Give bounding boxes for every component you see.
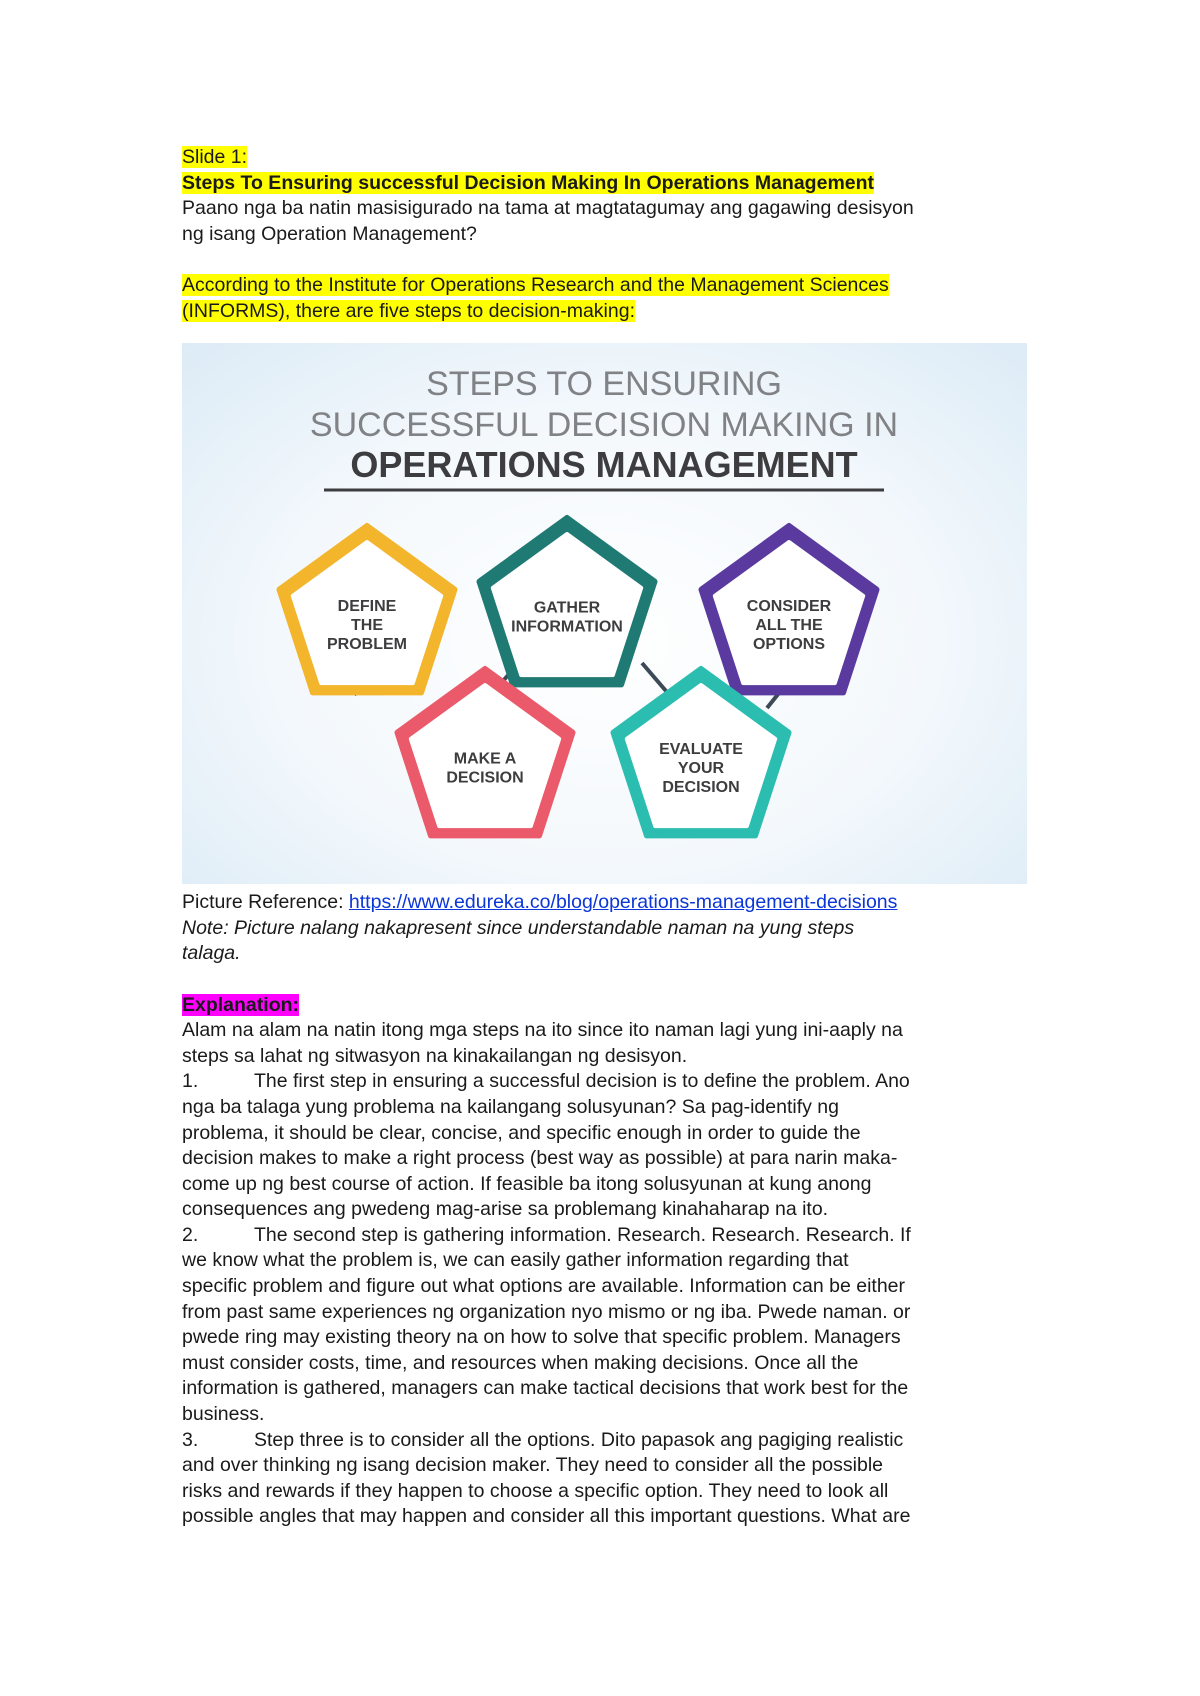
- list-item-number: 1.: [182, 1070, 199, 1093]
- intro-line: ng isang Operation Management?: [182, 222, 477, 245]
- list-item-line: possible angles that may happen and consider all this important questions. What are: [182, 1505, 911, 1528]
- figure-heading-line3: OPERATIONS MANAGEMENT: [350, 444, 858, 486]
- list-item-text: Step three is to consider all the options. Dito papasok ang pagiging realistic: [254, 1428, 904, 1451]
- list-item-line: business.: [182, 1403, 265, 1426]
- step-label: GATHER: [533, 599, 601, 617]
- list-item-line: from past same experiences ng organization nyo mismo or ng iba. Pwede naman. or: [182, 1300, 911, 1323]
- step-pentagon: [480, 518, 655, 684]
- step-label: THE: [351, 617, 383, 635]
- step-label: YOUR: [677, 760, 725, 778]
- picture-reference: Picture Reference: https://www.edureka.co/blog/operations-management-decisions: [182, 891, 898, 914]
- step-label: MAKE A: [453, 750, 517, 768]
- list-item-number: 3.: [182, 1428, 199, 1451]
- step-pentagon: [702, 526, 877, 692]
- figure-heading-line1: STEPS TO ENSURING: [426, 365, 782, 404]
- step-label: EVALUATE: [659, 741, 743, 759]
- intro-line: Paano nga ba natin masisigurado na tama at magtatagumay ang gagawing desisyon: [182, 197, 914, 220]
- step-label: DECISION: [446, 769, 524, 787]
- list-item-text: The first step in ensuring a successful decision is to define the problem. Ano: [254, 1070, 910, 1093]
- picture-reference-link[interactable]: https://www.edureka.co/blog/operations-management-decisions: [348, 891, 898, 914]
- list-item-first-line: [182, 1428, 1032, 1454]
- step-label: PROBLEM: [327, 636, 407, 654]
- step-pentagon: [280, 526, 455, 692]
- list-item-text: The second step is gathering information. Research. Research. Research. If: [254, 1223, 911, 1246]
- list-item-line: consequences ang pwedeng mag-arise sa problemang kinahaharap na ito.: [182, 1198, 829, 1221]
- list-item-number: 2.: [182, 1223, 199, 1246]
- step-label: INFORMATION: [511, 618, 623, 636]
- steps-infographic: [182, 343, 1027, 884]
- slide-label: Slide 1:: [182, 146, 248, 168]
- list-item-line: information is gathered, managers can make tactical decisions that work best for the: [182, 1377, 909, 1400]
- note-line: talaga.: [182, 942, 241, 965]
- step-label: ALL THE: [755, 617, 823, 635]
- spacer: [182, 247, 1032, 273]
- explanation-line: Alam na alam na natin itong mga steps na ito since ito naman lagi yung ini-aaply na: [182, 1019, 903, 1042]
- list-item-first-line: [182, 1223, 1032, 1249]
- numbered-list: [182, 1069, 1032, 1530]
- step-pentagon: [398, 669, 573, 835]
- list-item-line: nga ba talaga yung problema na kailangang solusyunan? Sa pag-identify ng: [182, 1095, 839, 1118]
- list-item-line: specific problem and figure out what options are available. Information can be either: [182, 1275, 906, 1298]
- explanation-heading: Explanation:: [182, 993, 300, 1016]
- step-pentagons: [280, 518, 877, 835]
- list-item-line: must consider costs, time, and resources when making decisions. Once all the: [182, 1351, 859, 1374]
- figure-heading-line2: SUCCESSFUL DECISION MAKING IN: [309, 406, 899, 445]
- document-title: Steps To Ensuring successful Decision Making In Operations Management: [182, 171, 875, 194]
- list-item-line: pwede ring may existing theory na on how to solve that specific problem. Managers: [182, 1326, 901, 1349]
- list-item-line: come up ng best course of action. If feasible ba itong solusyunan at kung anong: [182, 1172, 872, 1195]
- informs-line: According to the Institute for Operations Research and the Management Sciences: [182, 273, 889, 296]
- informs-line: (INFORMS), there are five steps to decision-making:: [182, 299, 635, 322]
- note-line: Note: Picture nalang nakapresent since understandable naman na yung steps: [182, 916, 855, 939]
- document-content: [182, 145, 1032, 1530]
- step-label: DEFINE: [337, 598, 397, 616]
- list-item-line: risks and rewards if they happen to choose a specific option. They need to look all: [182, 1479, 889, 1502]
- step-label: DECISION: [662, 779, 740, 797]
- list-item-line: decision makes to make a right process (best way as possible) at para narin maka-: [182, 1147, 898, 1170]
- list-item-first-line: [182, 1069, 1032, 1095]
- list-item-line: and over thinking ng isang decision maker. They need to consider all the possible: [182, 1454, 883, 1477]
- list-item-line: we know what the problem is, we can easily gather information regarding that: [182, 1249, 849, 1272]
- list-item-line: problema, it should be clear, concise, and specific enough in order to guide the: [182, 1121, 861, 1144]
- step-label: CONSIDER: [746, 598, 832, 616]
- infographic-svg: [182, 343, 1027, 884]
- spacer: [182, 967, 1032, 993]
- explanation-line: steps sa lahat ng sitwasyon na kinakailangan ng desisyon.: [182, 1044, 688, 1067]
- step-label: OPTIONS: [752, 636, 826, 654]
